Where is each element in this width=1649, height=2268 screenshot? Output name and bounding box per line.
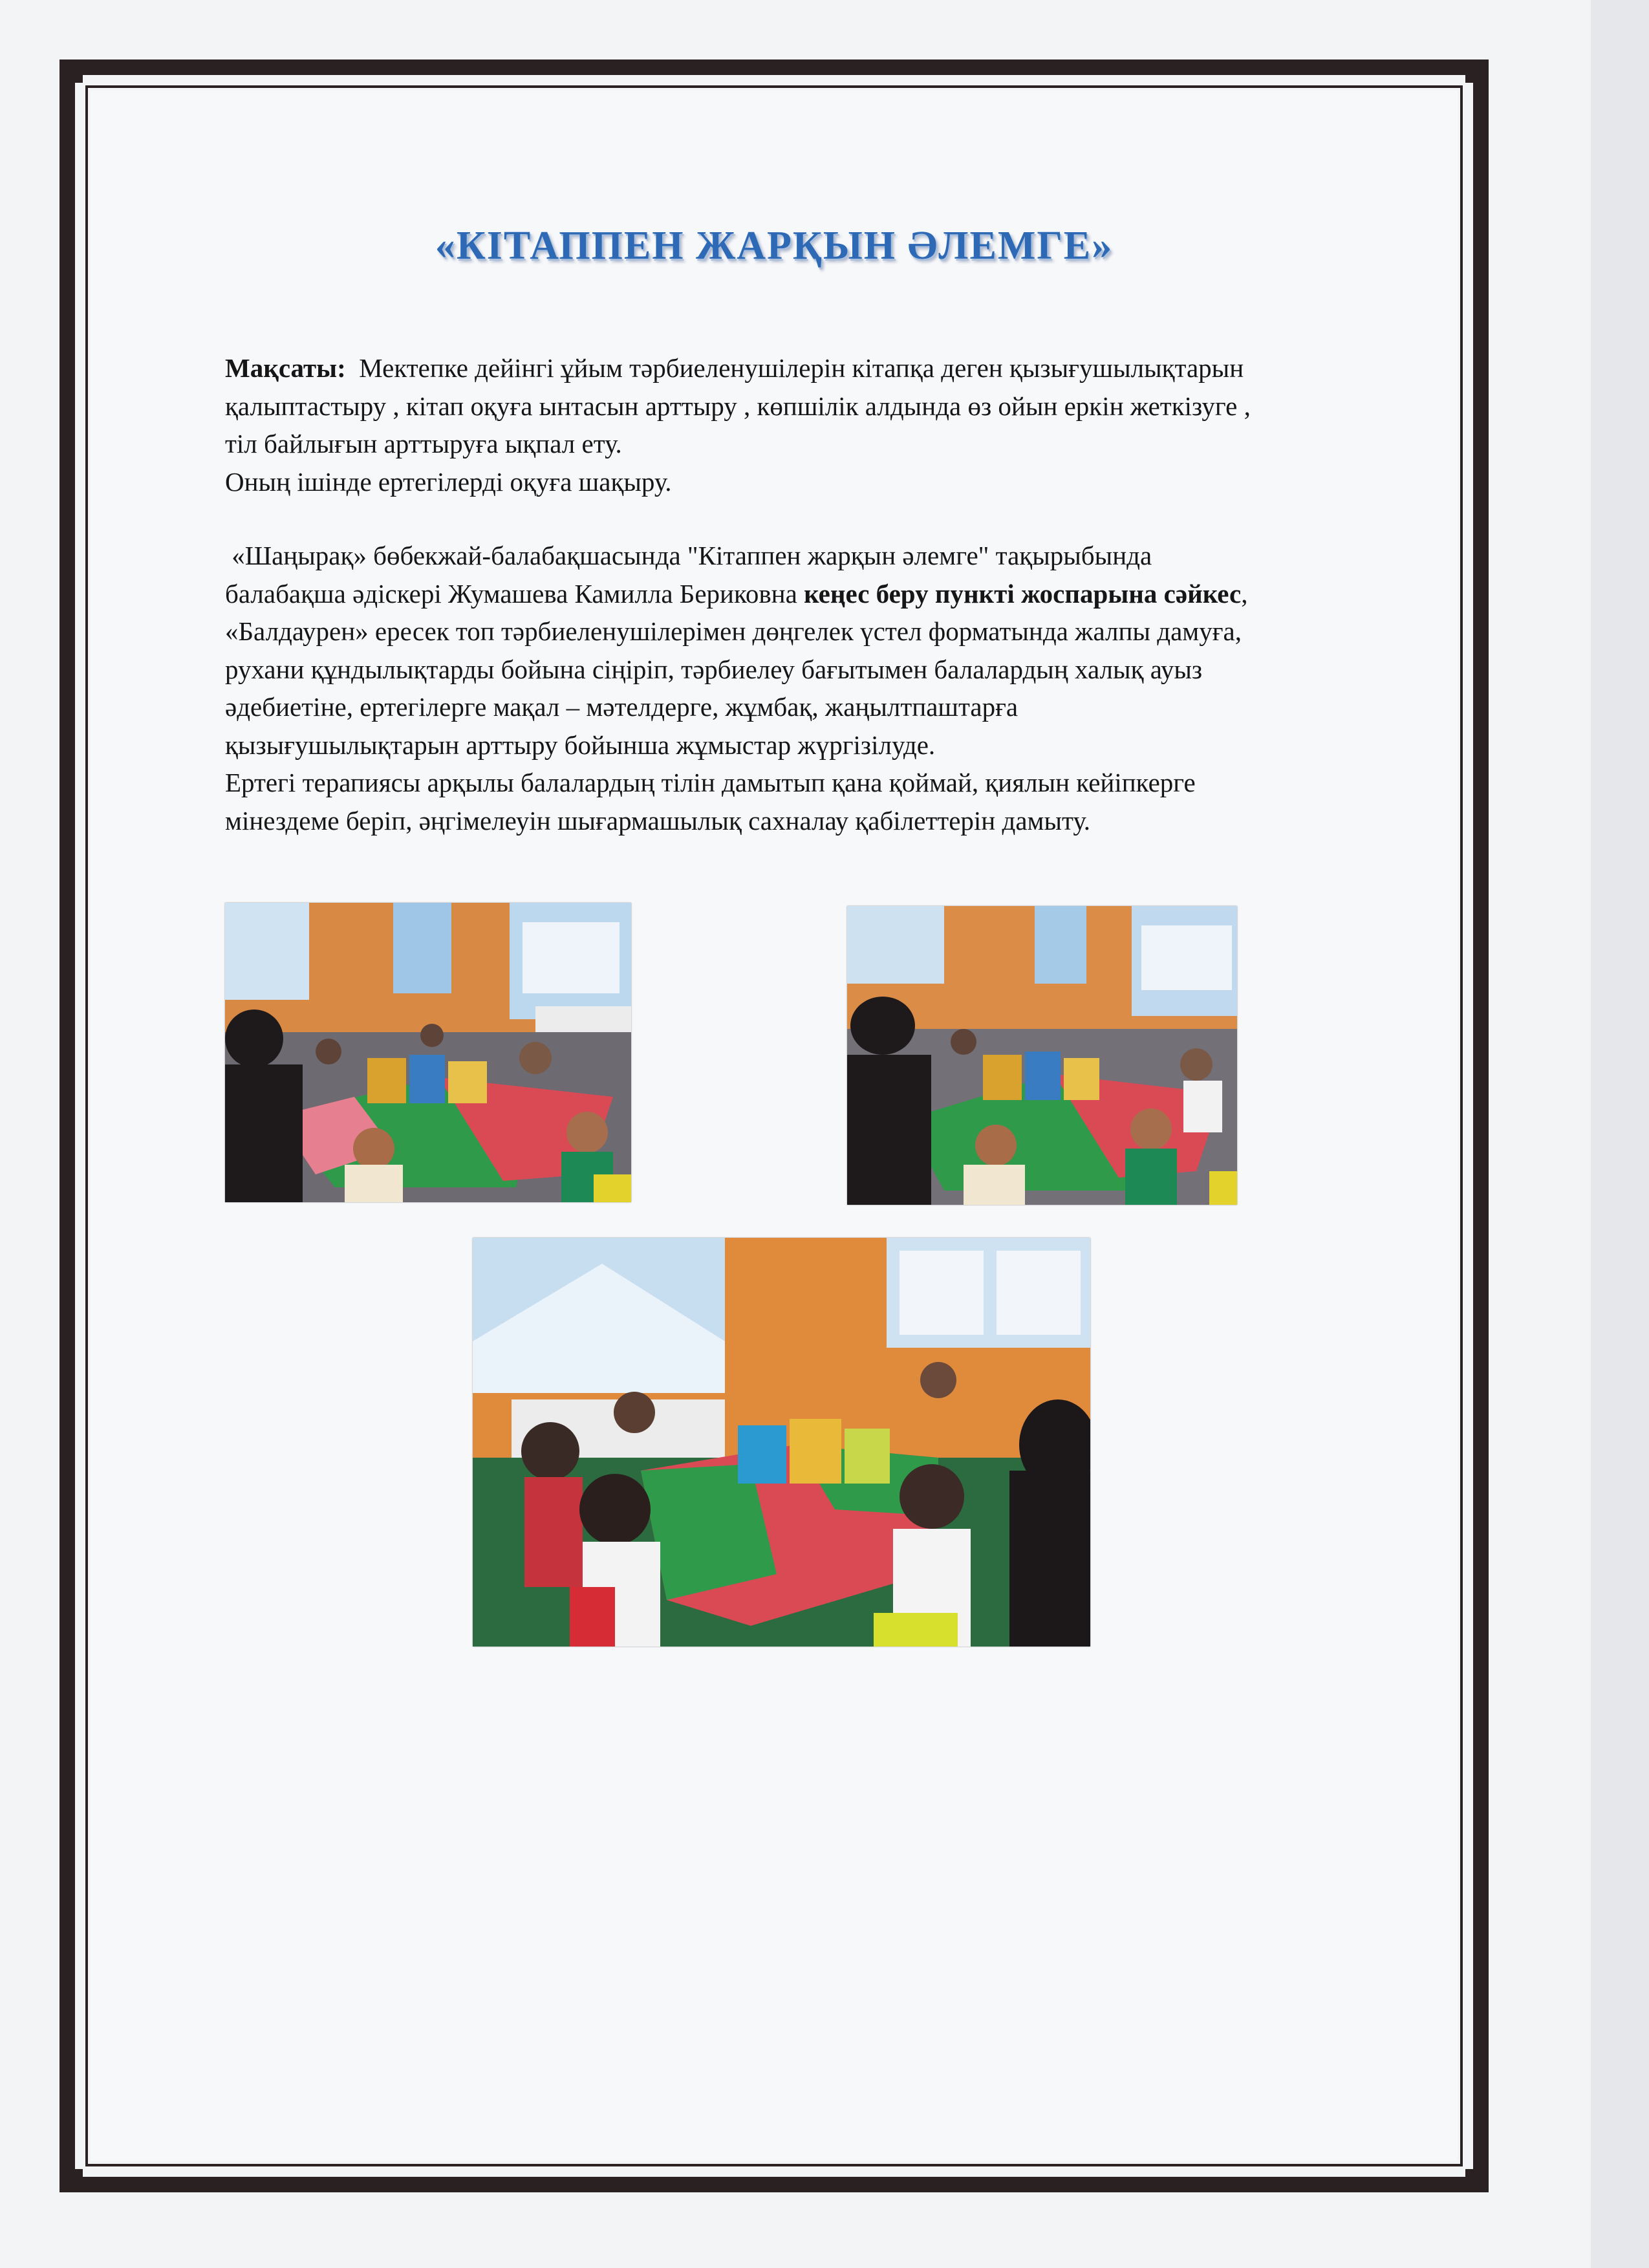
scan-edge bbox=[1591, 0, 1649, 2268]
body-line-4: рухани құндылықтарды бойына сіңіріп, тәрбиелеу бағытымен балалардың халық ауыз bbox=[225, 654, 1203, 684]
goal-line-1 bbox=[225, 349, 1493, 387]
goal-line-3: тіл байлығын арттыруға ықпал ету. bbox=[225, 429, 622, 459]
classroom-photo-3 bbox=[473, 1238, 1090, 1647]
goal-text: Мектепке дейінгі ұйым тәрбиеленушілерін кітапқа деген қызығушылықтарын bbox=[345, 353, 1244, 383]
goal-label: Мақсаты: bbox=[225, 353, 346, 383]
body-bold-text: кеңес беру пункті жоспарына сәйкес bbox=[804, 578, 1242, 609]
page-title: «КІТАППЕН ЖАРҚЫН ӘЛЕМГЕ» bbox=[435, 224, 1114, 268]
goal-line-2: қалыптастыру , кітап оқуға ынтасын арттыру , көпшілік алдында өз ойын еркін жеткізуге , bbox=[225, 391, 1251, 421]
body-line-2 bbox=[225, 575, 1493, 613]
body-line-6: қызығушылықтарын арттыру бойынша жұмыстар жүргізілуде. bbox=[225, 729, 936, 760]
body-section bbox=[225, 537, 1493, 839]
goal-line-4: Оның ішінде ертегілерді оқуға шақыру. bbox=[225, 466, 672, 497]
classroom-photo-2 bbox=[847, 906, 1237, 1205]
body-text: , bbox=[1241, 578, 1248, 609]
body-text: балабақша әдіскері Жумашева Камилла Бериковна bbox=[225, 578, 804, 609]
body-line-1: «Шаңырақ» бөбекжай-балабақшасында "Кітаппен жарқын әлемге" тақырыбында bbox=[225, 541, 1152, 570]
body-line-8: мінездеме беріп, әңгімелеуін шығармашылық сахналау қабілеттерін дамыту. bbox=[225, 805, 1091, 836]
body-line-5: әдебиетіне, ертегілерге мақал – мәтелдерге, жұмбақ, жаңылтпаштарға bbox=[225, 692, 1018, 722]
body-line-7: Ертегі терапиясы арқылы балалардың тілін дамытып қана қоймай, қиялын кейіпкерге bbox=[225, 768, 1196, 797]
frame-corner bbox=[1465, 2169, 1489, 2192]
goal-section bbox=[225, 349, 1493, 501]
frame-corner bbox=[59, 2169, 83, 2192]
classroom-photo-1 bbox=[225, 903, 631, 1202]
frame-corner bbox=[59, 59, 83, 83]
body-line-3: «Балдаурен» ересек топ тәрбиеленушілерімен дөңгелек үстел форматында жалпы дамуға, bbox=[225, 616, 1242, 646]
frame-corner bbox=[1465, 59, 1489, 83]
